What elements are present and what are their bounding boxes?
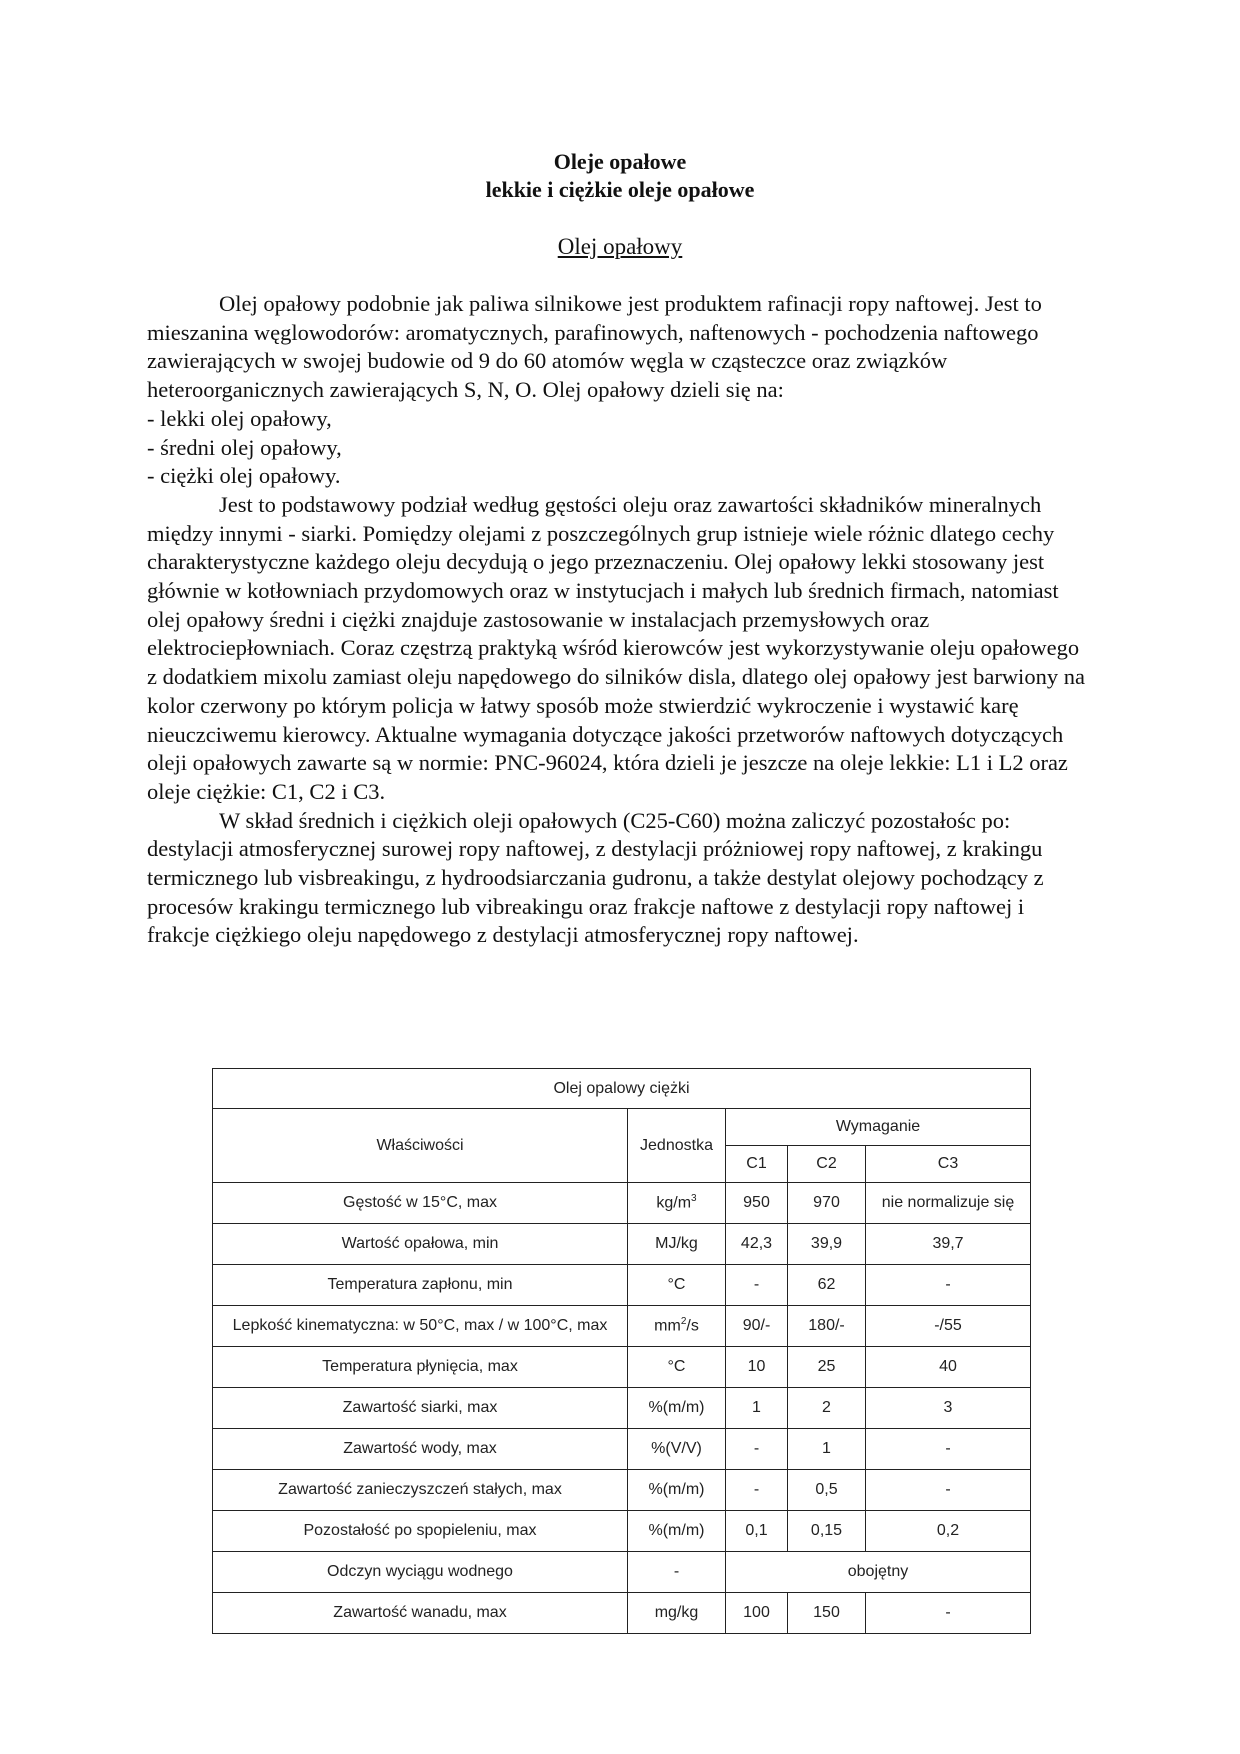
- cell-unit: MJ/kg: [628, 1224, 726, 1265]
- cell-c2: 39,9: [788, 1224, 866, 1265]
- document-subtitle: lekkie i ciężkie oleje opałowe: [485, 177, 755, 202]
- cell-c3: -: [866, 1470, 1031, 1511]
- cell-c3: -: [866, 1429, 1031, 1470]
- cell-property: Zawartość wody, max: [213, 1429, 628, 1470]
- header-properties: Właściwości: [213, 1109, 628, 1183]
- table-row: [213, 1347, 1031, 1388]
- cell-unit: %(m/m): [628, 1388, 726, 1429]
- cell-unit: °C: [628, 1347, 726, 1388]
- cell-c2: 0,5: [788, 1470, 866, 1511]
- list-item: - ciężki olej opałowy.: [147, 463, 341, 489]
- table-row: [213, 1511, 1031, 1552]
- cell-c1: -: [726, 1470, 788, 1511]
- document-title: Oleje opałowe: [553, 149, 687, 174]
- cell-c1: 950: [726, 1183, 788, 1224]
- section-title: Olej opałowy: [557, 234, 683, 259]
- paragraph-composition: W skład średnich i ciężkich oleji opałowych (C25-C60) można zaliczyć pozostałośc po: destylacji atmosferycznej surowej ropy naftowej, z destylacji próżniowej ropy naftowej, z krakingu termicznego lub visbreakingu, z hydroodsiarczania gudronu, a także destylat olejowy pochodzący z procesów krakingu termicznego lub vibreakingu oraz frakcje naftowe z destylacji ropy naftowej i frakcje ciężkiego oleju napędowego z destylacji atmosferycznej ropy naftowej.: [147, 807, 1044, 948]
- cell-c1: 10: [726, 1347, 788, 1388]
- header-requirement: Wymaganie: [726, 1109, 1031, 1146]
- cell-c2: 150: [788, 1593, 866, 1634]
- table-row: [213, 1429, 1031, 1470]
- header-unit: Jednostka: [628, 1109, 726, 1183]
- table-header-row: [213, 1109, 1031, 1146]
- cell-unit: %(V/V): [628, 1429, 726, 1470]
- cell-c3: -/55: [866, 1306, 1031, 1347]
- cell-c1: 90/-: [726, 1306, 788, 1347]
- cell-c2: 62: [788, 1265, 866, 1306]
- cell-c3: 40: [866, 1347, 1031, 1388]
- table-row: [213, 1306, 1031, 1347]
- cell-property: Zawartość zanieczyszczeń stałych, max: [213, 1470, 628, 1511]
- cell-c2: 970: [788, 1183, 866, 1224]
- cell-c3: nie normalizuje się: [866, 1183, 1031, 1224]
- cell-unit: $kg/m^3$: [628, 1183, 726, 1224]
- table-row: [213, 1224, 1031, 1265]
- cell-property: Gęstość w 15°C, max: [213, 1183, 628, 1224]
- cell-property: Pozostałość po spopieleniu, max: [213, 1511, 628, 1552]
- cell-c2: 180/-: [788, 1306, 866, 1347]
- table-row: [213, 1593, 1031, 1634]
- table-row: [213, 1183, 1031, 1224]
- list-item: - lekki olej opałowy,: [147, 405, 332, 431]
- cell-c2: 25: [788, 1347, 866, 1388]
- cell-property: Wartość opałowa, min: [213, 1224, 628, 1265]
- header-c1: C1: [726, 1146, 788, 1183]
- header-c2: C2: [788, 1146, 866, 1183]
- cell-c1: 0,1: [726, 1511, 788, 1552]
- cell-unit: %(m/m): [628, 1470, 726, 1511]
- paragraph-classification: Jest to podstawowy podział według gęstości oleju oraz zawartości składników mineralnych między innymi - siarki. Pomiędzy olejami z poszczególnych grup istnieje wiele różnic dlatego cechy charakterystyczne każdego oleju decydują o jego przeznaczeniu. Olej opałowy lekki stosowany jest głównie w kotłowniach przydomowych oraz w instytucjach i małych lub średnich firmach, natomiast olej opałowy średni i ciężki znajduje zastosowanie w instalacjach przemysłowych oraz elektrociepłowniach. Coraz częstrzą praktyką wśród kierowców jest wykorzystywanie oleju opałowego z dodatkiem mixolu zamiast oleju napędowego do silników disla, dlatego olej opałowy jest barwiony na kolor czerwony po którym policja w łatwy sposób może stwierdzić wykroczenie i wystawić karę nieuczciwemu kierowcy. Aktualne wymagania dotyczące jakości przetworów naftowych dotyczących oleji opałowych zawarte są w normie: PNC-96024, która dzieli je jeszcze na oleje lekkie: L1 i L2 oraz oleje ciężkie: C1, C2 i C3.: [147, 491, 1085, 804]
- cell-c2: 1: [788, 1429, 866, 1470]
- cell-property: Zawartość siarki, max: [213, 1388, 628, 1429]
- cell-unit: %(m/m): [628, 1511, 726, 1552]
- cell-c1: -: [726, 1265, 788, 1306]
- cell-unit: $mm^2/s$: [628, 1306, 726, 1347]
- cell-unit: °C: [628, 1265, 726, 1306]
- table-row: [213, 1265, 1031, 1306]
- list-item: - średni olej opałowy,: [147, 434, 342, 460]
- cell-unit: mg/kg: [628, 1593, 726, 1634]
- table-caption-row: [213, 1069, 1031, 1109]
- cell-property: Lepkość kinematyczna: w 50°C, max / w 100°C, max: [213, 1306, 628, 1347]
- table-row: [213, 1552, 1031, 1593]
- table-caption: Olej opalowy ciężki: [213, 1069, 1031, 1109]
- header-c3: C3: [866, 1146, 1031, 1183]
- body-text: [147, 290, 1091, 950]
- cell-c3: 3: [866, 1388, 1031, 1429]
- cell-c2: 2: [788, 1388, 866, 1429]
- cell-c3: -: [866, 1593, 1031, 1634]
- cell-c1: 1: [726, 1388, 788, 1429]
- table-row: [213, 1470, 1031, 1511]
- cell-unit: -: [628, 1552, 726, 1593]
- cell-c3: 0,2: [866, 1511, 1031, 1552]
- cell-merged-value: obojętny: [726, 1552, 1031, 1593]
- cell-c3: -: [866, 1265, 1031, 1306]
- cell-c1: -: [726, 1429, 788, 1470]
- cell-property: Odczyn wyciągu wodnego: [213, 1552, 628, 1593]
- table-row: [213, 1388, 1031, 1429]
- cell-c1: 42,3: [726, 1224, 788, 1265]
- cell-c2: 0,15: [788, 1511, 866, 1552]
- properties-table: [212, 1068, 1031, 1634]
- cell-property: Zawartość wanadu, max: [213, 1593, 628, 1634]
- paragraph-intro: Olej opałowy podobnie jak paliwa silnikowe jest produktem rafinacji ropy naftowej. Jest to mieszanina węglowodorów: aromatycznych, parafinowych, naftenowych - pochodzenia naftowego zawierających w swojej budowie od 9 do 60 atomów węgla w cząsteczce oraz związków heteroorganicznych zawierających S, N, O. Olej opałowy dzieli się na:: [147, 291, 1042, 403]
- cell-c1: 100: [726, 1593, 788, 1634]
- cell-c3: 39,7: [866, 1224, 1031, 1265]
- cell-property: Temperatura płynięcia, max: [213, 1347, 628, 1388]
- cell-property: Temperatura zapłonu, min: [213, 1265, 628, 1306]
